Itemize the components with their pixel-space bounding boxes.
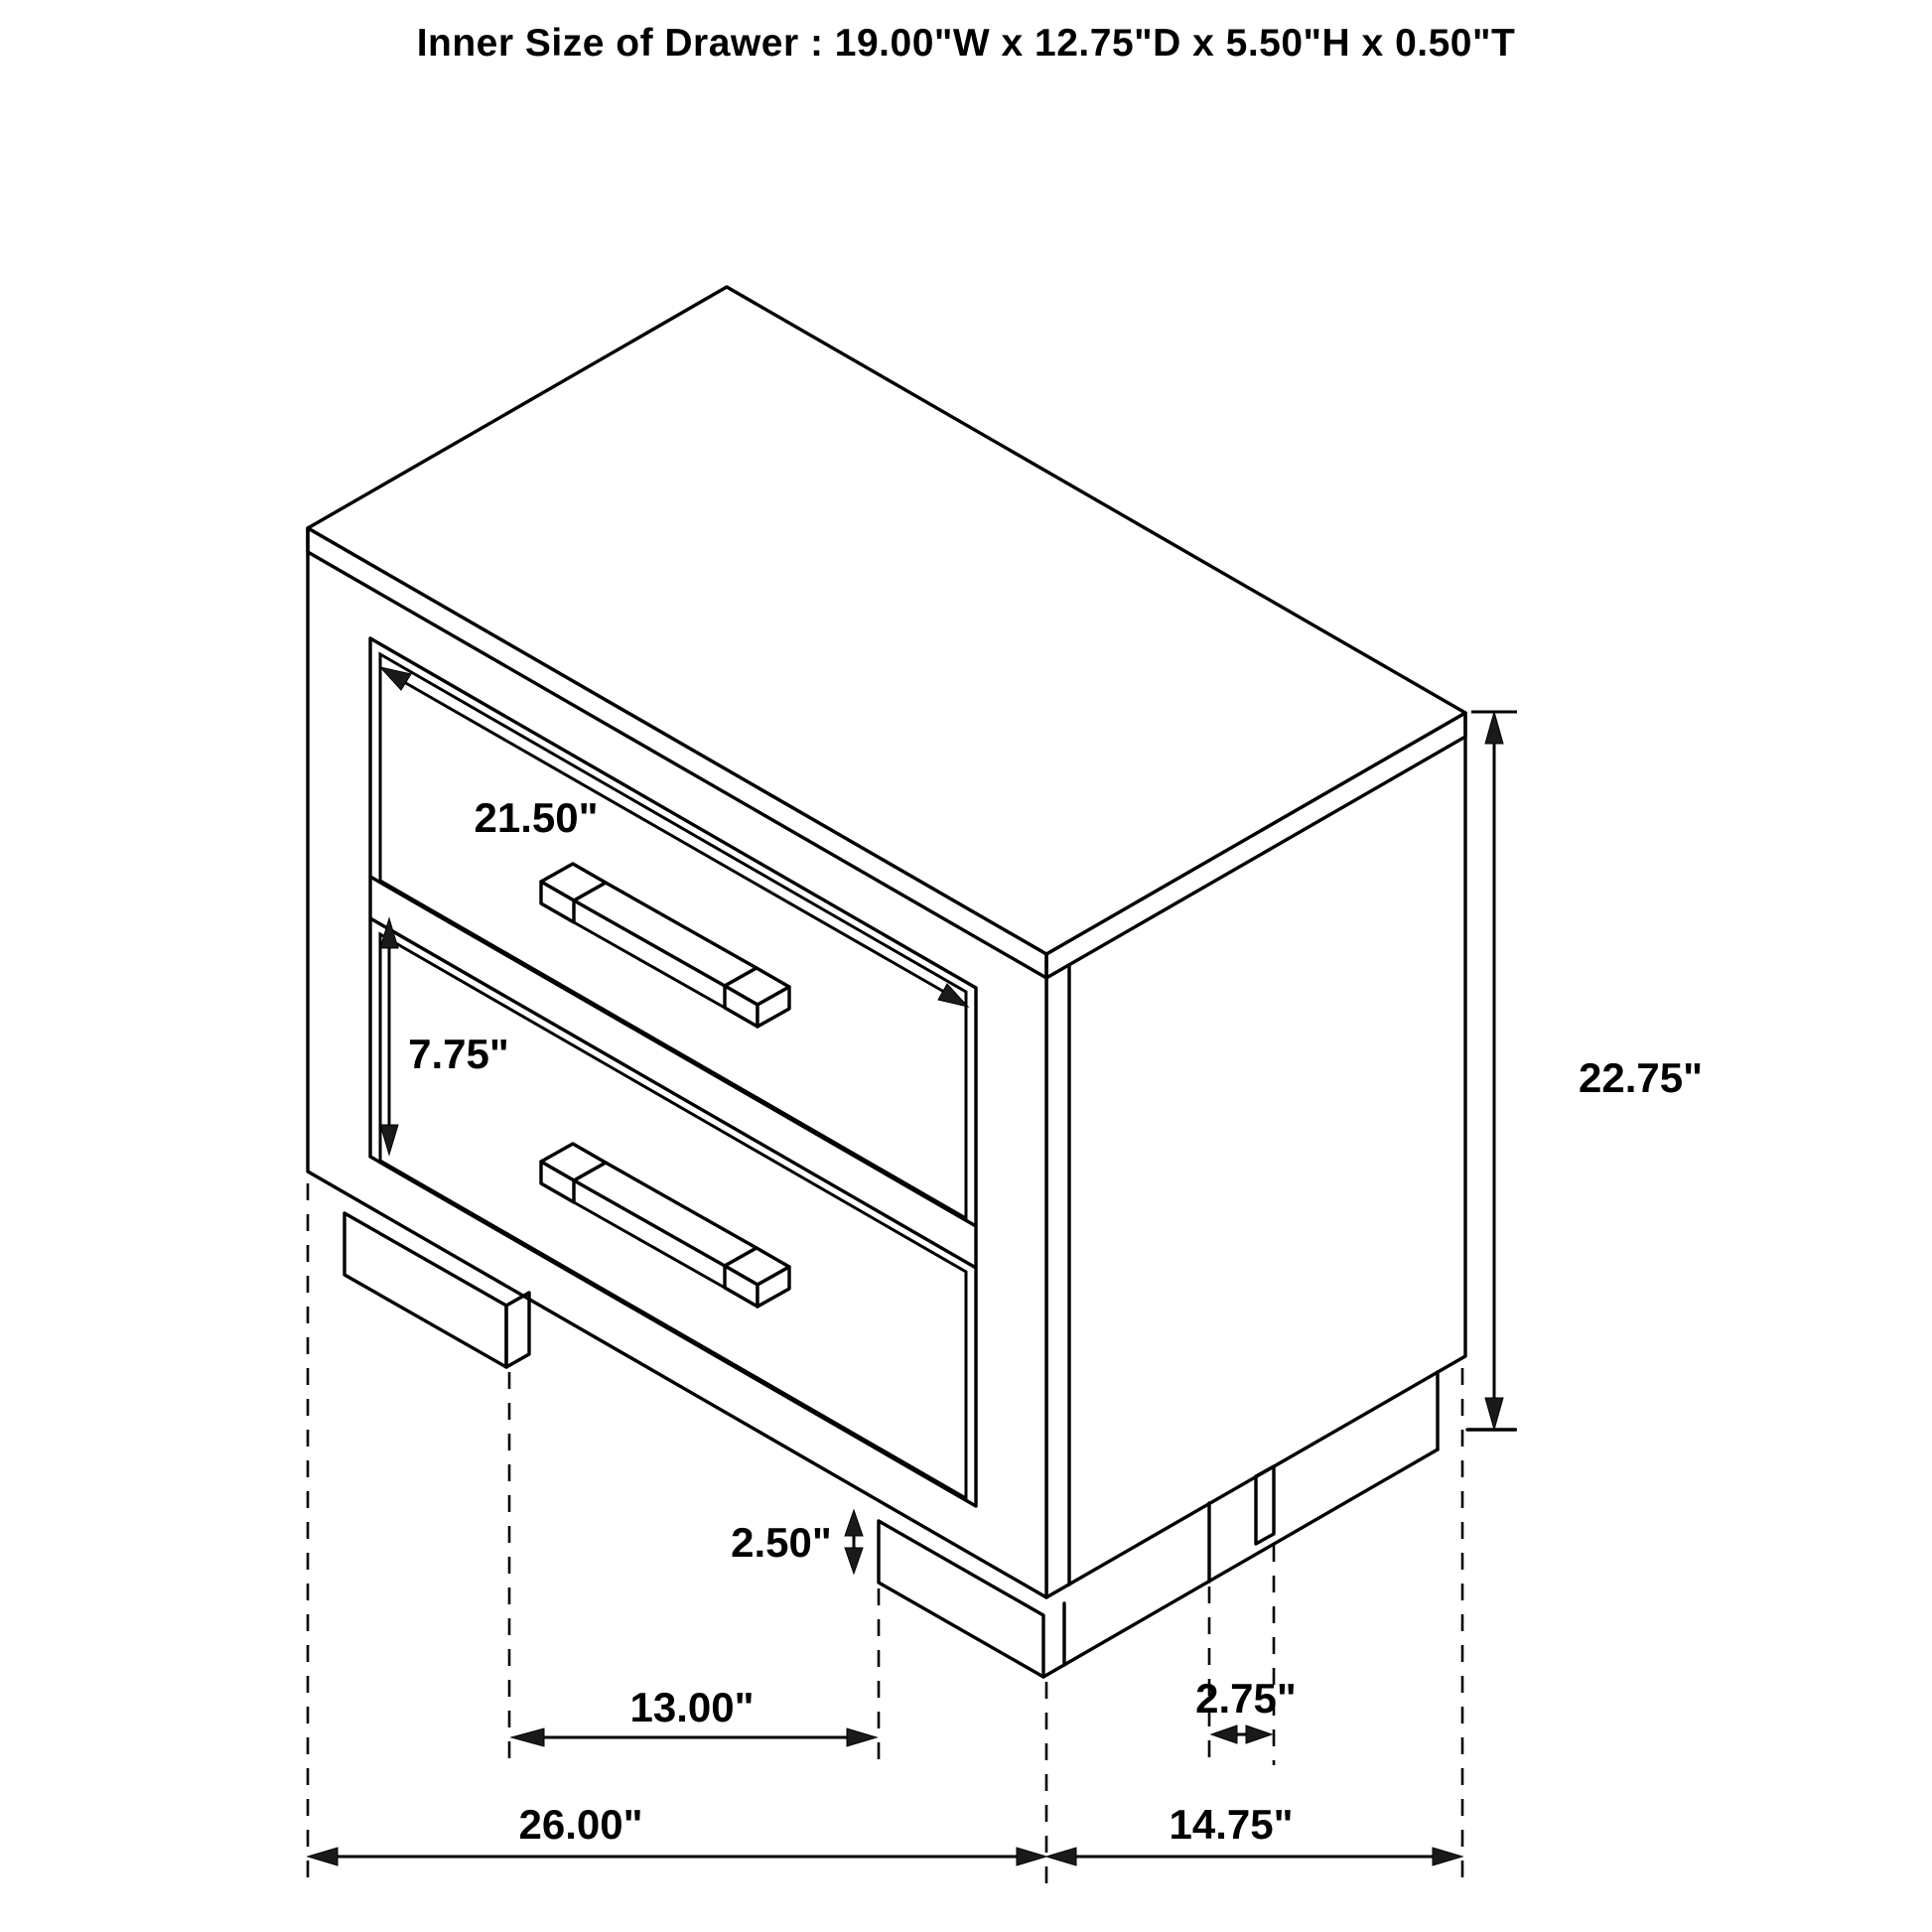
dimension-label-bottom-drawer-height: 7.75" bbox=[408, 1031, 509, 1077]
arrowhead bbox=[308, 1848, 338, 1865]
arrowhead bbox=[511, 1728, 544, 1746]
arrowhead bbox=[1017, 1848, 1046, 1865]
nightstand-structure bbox=[308, 287, 1515, 1677]
arrowhead bbox=[847, 1728, 877, 1746]
diagram-title: Inner Size of Drawer : 19.00"W x 12.75"D x 5.50"H x 0.50"T bbox=[416, 22, 1516, 65]
arrowhead bbox=[1433, 1848, 1462, 1865]
arrowhead bbox=[1211, 1725, 1237, 1743]
dimension-front-leg-spacing bbox=[511, 1684, 877, 1746]
side-leg-b-end-face bbox=[1256, 1466, 1274, 1544]
dimension-base-leg-height bbox=[731, 1510, 863, 1574]
dimension-overall-height bbox=[1471, 712, 1703, 1430]
dimension-label-overall-width: 26.00" bbox=[518, 1801, 643, 1848]
dimension-side-leg-spacing bbox=[1195, 1675, 1297, 1743]
dimension-label-front-leg-spacing: 13.00" bbox=[629, 1684, 755, 1730]
dimension-label-overall-height: 22.75" bbox=[1579, 1054, 1704, 1101]
dimension-label-side-leg-spacing: 2.75" bbox=[1195, 1675, 1297, 1722]
dimension-label-drawer-width: 21.50" bbox=[474, 794, 599, 841]
dimension-overall-depth bbox=[1046, 1801, 1462, 1865]
arrowhead bbox=[845, 1548, 863, 1574]
arrowhead bbox=[1485, 1398, 1503, 1430]
arrowhead bbox=[845, 1510, 863, 1536]
dimension-label-base-height: 2.50" bbox=[731, 1519, 832, 1566]
arrowhead bbox=[1046, 1848, 1076, 1865]
arrowhead bbox=[1485, 712, 1503, 744]
arrowhead bbox=[1246, 1725, 1272, 1743]
dimension-overall-width bbox=[308, 1801, 1046, 1865]
front-left-leg-end-face bbox=[506, 1293, 529, 1367]
dimension-label-overall-depth: 14.75" bbox=[1169, 1801, 1294, 1848]
